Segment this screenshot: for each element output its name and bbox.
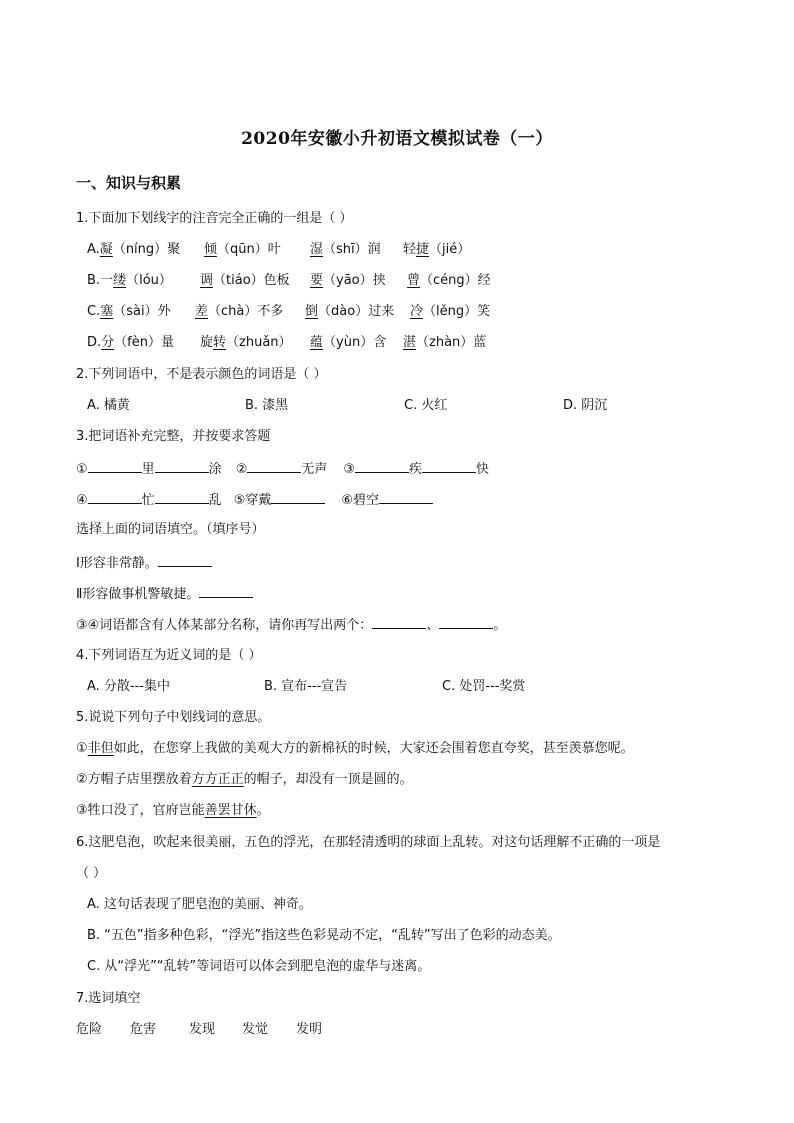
q3-item-ii: Ⅱ形容做事机警敏捷。 [76, 584, 253, 604]
q5-sentence-2: ②方帽子店里摆放着方方正正的帽子，却没有一顶是圆的。 [76, 772, 413, 787]
q1-option-a-word4: 轻捷（jié） [403, 242, 471, 257]
q6-option-a: A. 这句话表现了肥皂泡的美丽、神奇。 [87, 897, 312, 912]
q4-option-c: C. 处罚---奖赏 [442, 679, 526, 694]
q7-word: 危险 [76, 1022, 103, 1037]
q4-option-a: A. 分散---集中 [87, 679, 171, 694]
q6-option-b: B. “五色”指多种色彩，“浮光”指这些色彩晃动不定，“乱转”写出了色彩的动态美。 [87, 928, 561, 943]
q1-option-d-word2: 旋转（zhuǎn） [200, 335, 292, 350]
fill-blank[interactable] [199, 584, 253, 598]
q1-option-a-word2: 倾（qūn）叶 [204, 242, 281, 257]
q7-word: 发觉 [242, 1022, 269, 1037]
question-4-stem: 4.下列词语互为近义词的是（ ） [76, 648, 262, 663]
q1-option-d-word3: 蕴（yùn）含 [310, 335, 387, 350]
fill-blank[interactable] [379, 490, 433, 504]
question-7-stem: 7.选词填空 [76, 991, 141, 1006]
q7-word: 危害 [130, 1022, 157, 1037]
q7-word: 发明 [296, 1022, 323, 1037]
q3-row-1: ① 里 涂 ② 无声 ③ 疾 快 [76, 459, 489, 479]
q1-option-d-word4: 湛（zhàn）蓝 [403, 335, 487, 350]
fill-blank[interactable] [88, 459, 142, 473]
q1-option-b-word4: 曾（céng）经 [407, 273, 491, 288]
q1-option-b-word2: 调（tiáo）色板 [200, 273, 290, 288]
question-3-stem: 3.把词语补充完整，并按要求答题 [76, 429, 271, 444]
q1-option-b-word3: 要（yāo）挟 [310, 273, 386, 288]
q2-option-c: C. 火红 [404, 398, 448, 413]
q2-option-d: D. 阴沉 [563, 398, 608, 413]
q5-sentence-1: ①非但如此，在您穿上我做的美观大方的新棉袄的时候，大家还会围着您直夸奖，甚至羡慕您呢。 [76, 741, 634, 756]
q3-instruction: 选择上面的词语填空。（填序号） [76, 522, 265, 537]
fill-blank[interactable] [439, 615, 493, 629]
q7-word: 发现 [189, 1022, 216, 1037]
q1-option-c-word3: 倒（dào）过来 [305, 304, 395, 319]
fill-blank[interactable] [155, 459, 209, 473]
q1-option-c-word2: 差（chà）不多 [195, 304, 284, 319]
q1-option-b: B.一缕（lóu） [87, 273, 172, 288]
q3-item-iii: ③④词语都含有人体某部分名称，请你再写出两个： 、 。 [76, 615, 506, 635]
fill-blank[interactable] [271, 490, 325, 504]
q1-option-a-word3: 湿（shī）润 [310, 242, 381, 257]
question-6-paren: （ ） [76, 866, 107, 881]
q1-option-c: C.塞（sài）外 [87, 304, 171, 319]
fill-blank[interactable] [422, 459, 476, 473]
q6-option-c: C. 从“浮光”“乱转”等词语可以体会到肥皂泡的虚华与迷离。 [87, 959, 431, 974]
question-2-stem: 2.下列词语中，不是表示颜色的词语是（ ） [76, 367, 327, 382]
question-1-stem: 1.下面加下划线字的注音完全正确的一组是（ ） [76, 211, 353, 226]
q2-option-b: B. 漆黑 [245, 398, 289, 413]
page-title: 2020年安徽小升初语文模拟试卷（一） [241, 129, 553, 149]
fill-blank[interactable] [355, 459, 409, 473]
q2-option-a: A. 橘黄 [87, 398, 130, 413]
q5-sentence-3: ③牲口没了，官府岂能善罢甘休。 [76, 803, 270, 818]
q1-option-a: A.凝（níng）聚 [87, 242, 181, 257]
q3-item-i: Ⅰ形容非常静。 [76, 553, 212, 573]
q3-row-2: ④ 忙 乱 ⑤穿戴 ⑥碧空 [76, 490, 433, 510]
fill-blank[interactable] [155, 490, 209, 504]
question-6-stem: 6.这肥皂泡，吹起来很美丽，五色的浮光，在那轻清透明的球面上乱转。对这句话理解不正确的一项是 [76, 835, 661, 850]
fill-blank[interactable] [158, 553, 212, 567]
question-5-stem: 5.说说下列句子中划线词的意思。 [76, 710, 271, 725]
section-heading: 一、知识与积累 [76, 174, 182, 192]
q1-option-d: D.分（fèn）量 [87, 335, 174, 350]
fill-blank[interactable] [247, 459, 301, 473]
q1-option-c-word4: 冷（lěng）笑 [410, 304, 491, 319]
q4-option-b: B. 宣布---宣告 [264, 679, 348, 694]
fill-blank[interactable] [88, 490, 142, 504]
fill-blank[interactable] [372, 615, 426, 629]
